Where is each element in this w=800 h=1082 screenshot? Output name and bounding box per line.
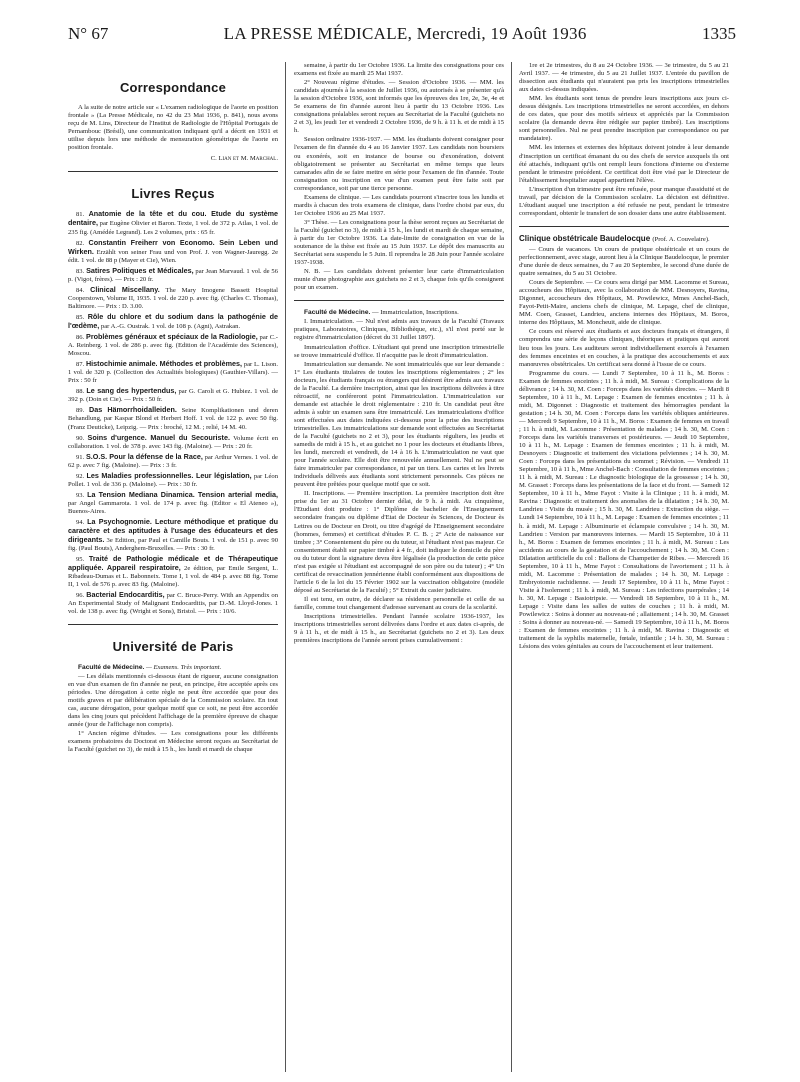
book-details: par Arthur Vernes. 1 vol. de 62 p. avec 7 fig. (Maloine). — Prix : 3 fr. — [68, 453, 278, 469]
book-title: Traité de Pathologie médicale et de Thérapeutique appliquée. Appareil respiratoire, — [68, 554, 278, 573]
book-entry — [68, 406, 278, 431]
article-columns — [68, 62, 740, 1072]
book-number: 85. — [76, 313, 85, 321]
book-entry — [68, 333, 278, 358]
book-title: La Psychognomie. Lecture méthodique et pratique du caractère et des aptitudes à l'usage des éducateurs et des dirigeants. — [68, 516, 278, 545]
book-entry — [68, 387, 278, 404]
book-number: 83. — [76, 267, 85, 275]
book-title: Anatomie de la tête et du cou. Etude du système dentaire, — [68, 209, 278, 228]
clinique-heading — [519, 235, 729, 244]
clinique-professor: (Prof. A. Couvelaire). — [652, 235, 710, 243]
faculte-paragraph: Immatriculation sur demande. Ne sont immatriculés que sur leur demande : 1° Les étudiants titulaires de toutes les inscriptions réglementaires ; 2° les docteurs, les étudiants français ou étrangers qui désirent être admis aux travaux de la Faculté. La dernière inscription, ainsi que les inscriptions délivrées à titre rétroactif, ne conféreront point l'immatriculation. L'immatriculation sur demande est attachée le droit réglementaire : 210 fr. Un candidat peut être admis à subir un examen sans être immatriculé. Les immatriculations d'office sont effectuées aux dates indiquées ci-dessous pour la prise des inscriptions trimestrielles. Les immatriculations sur demande sont effectuées au Secrétariat de la Faculté (guichets no 2 et 3), pour les étudiants réguliers, les jeudis et samedis de midi à 15 h., et au guichet no 1 pour les docteurs et étudiants libres, les lundi, mercredi et vendredi, de 14 à 16 h. L'immatriculation ne vaut que pour l'année scolaire. Elle doit être renouvelée annuellement. Nul ne peut se faire immatriculer par correspondance, ni par un tiers. Les cartes et les livrets individuels délivrés aux étudiants sont strictement personnels. Ces pièces ne peuvent être prêtées pour quelque motif que ce soit. — [294, 360, 504, 489]
book-number: 92. — [76, 472, 85, 480]
book-entry — [68, 286, 278, 311]
faculte-paragraph: Il est tenu, en outre, de déclarer sa résidence personnelle et celle de sa famille, comme tout changement d'adresse survenant au cours de la scolarité. — [294, 595, 504, 611]
column-rule — [285, 62, 286, 1072]
book-details: Seine Komplikationen und deren Behandlung, par Kaspar Blond et Herbert Hoff. 1 vol. de 122 p. avec 50 fig. (Franz Deuticke), Leipzig. — Prix : broché, 12 M. ; relié, 14 M. 40. — [68, 407, 278, 431]
column-rule — [511, 62, 512, 1072]
book-entry — [68, 453, 278, 470]
inscription-paragraph: 1re et 2e trimestres, du 8 au 24 Octobre 1936. — 3e trimestre, du 5 au 21 Avril 1937. — 4e trimestre, du 5 au 21 Juillet 1937. L'entrée du pavillon de dissection aux étudiants qui n'auraient pas pris les inscriptions trimestrielles aux dates ci-dessus indiquées. — [519, 62, 729, 94]
journal-title: LA PRESSE MÉDICALE, Mercredi, 19 Août 1936 — [223, 24, 587, 43]
book-title: Satires Politiques et Médicales, — [86, 265, 194, 275]
column-1 — [68, 62, 278, 1072]
section-divider — [294, 300, 504, 301]
book-details: par A.-G. Oustrak. 1 vol. de 108 p. (Agni), Astrakan. — [100, 322, 241, 330]
book-entry — [68, 591, 278, 616]
universite-paragraph: — Les délais mentionnés ci-dessous étant de rigueur, aucune consignation en vue d'un examen de fin d'année ne peut, en principe, être acceptée après ces périodes. Une dérogation à cette règle ne peut être accordée que pour des motifs graves et par délibération spéciale de la Commission scolaire. En tout cas, aucune dérogation, pour quelque motif que ce soit, ne peut être accordée dans les cinq jours qui précèdent l'affichage de la première épreuve de chaque année (jour de l'affichage non compris). — [68, 672, 278, 728]
faculte-subheading: — Examens. Très important. — [145, 663, 222, 671]
section-title-correspondance: Correspondance — [119, 80, 227, 95]
book-details: par G. Caroli et G. Hubiez. 1 vol. de 392 p. (Doin et Cie). — Prix : 50 fr. — [68, 388, 278, 404]
clinique-paragraph: Ce cours est réservé aux étudiants et aux docteurs français et étrangers, il comprendra une série de leçons cliniques, théoriques et pratiques qui auront lieu tous les jours. Les auditeurs seront individuellement exercés à l'examen des femmes enceintes et en couches, à la pratique des accouchements et aux manœuvres obstétricales. Un certificat sera donné à l'issue de ce cours. — [519, 328, 729, 368]
inscription-paragraph: MM. les internes et externes des hôpitaux doivent joindre à leur demande d'inscription un certificat émanant du ou des chefs de service auxquels ils ont été attachés, indiquant qu'ils ont rempli leurs fonctions d'interne ou d'externe pendant le trimestre précédent. Ce certificat doit être visé par le Directeur de l'établissement hospitalier auquel appartient l'élève. — [519, 144, 729, 184]
issue-number: N° 67 — [68, 24, 109, 43]
book-details: par Angel Gammarota. 1 vol. de 174 p. avec fig. (Editor « El Ateneo »), Buenos-Aires. — [68, 499, 278, 515]
book-number: 84. — [76, 286, 85, 294]
exam-paragraph: N. B. — Les candidats doivent présenter leur carte d'immatriculation munie d'une photographie aux guichets no 2 et 3, chaque fois qu'ils consignent pour un examen. — [294, 268, 504, 292]
book-entry — [68, 518, 278, 553]
book-title: Le sang des hypertendus, — [86, 386, 177, 396]
book-entry — [68, 434, 278, 451]
book-entry — [68, 491, 278, 516]
section-divider — [68, 624, 278, 625]
book-number: 90. — [76, 434, 85, 442]
book-title: Bacterial Endocarditis, — [86, 590, 165, 600]
book-title: S.O.S. Pour la défense de la Race, — [86, 451, 203, 461]
book-entry — [68, 360, 278, 385]
book-number: 94. — [76, 518, 85, 526]
book-details: par C. Bruce-Perry. With an Appendix on An Experimental Study of Malignant Endocarditis, par D.-M. Lloyd-Jones. 1 vol. de 138 p. avec fig. (Wright et Sons), Bristol. — Prix : 10/6. — [68, 592, 278, 616]
exam-paragraph: 3° Thèse. — Les consignations pour la thèse seront reçues au Secrétariat de la Faculté (guichet no 3), de midi à 15 h., les lundi et mardi de chaque semaine, à partir du 1er Octobre 1936. La date-limite de consignation en vue de la soutenance de la thèse est fixée au 15 Juin 1937. Le dépôt des manuscrits au Secrétariat sera suspendu le 5 Juin. Il reprendra le 28 Juin pour l'année scolaire 1937-1938. — [294, 218, 504, 267]
book-entry — [68, 555, 278, 589]
book-title: Problèmes généraux et spéciaux de la Radiologie, — [86, 332, 258, 342]
section-divider — [519, 226, 729, 227]
book-details: par Eugène Olivier et Baron. Texte, 1 vol. de 372 p. Atlas, 1 vol. de 235 fig. (Amédée Legrand). Les 2 volumes, prix : 65 fr. — [68, 220, 278, 236]
clinique-paragraph: Programme du cours. — Lundi 7 Septembre, 10 à 11 h., M. Boros : Examen de femmes enceintes ; 11 h. à midi, M. Sureau : Complications de la délivrance ; 14 h. 30, M. Coen : Forceps dans les variétés directes. — Mardi 8 Septembre, 10 à 11 h., M. Lepage : Examen de femmes enceintes ; 11 h. à midi, M. Digonnet : Diagnostic et traitement des hémorragies pendant la gestation ; 14 h. 30, M. Coen : Forceps dans les variétés obliques antérieures. — Mercredi 9 Septembre, 10 à 11 h., M. Boros : Examen de femmes en travail ; 11 h. à midi, M. Lacomme : Présentation de malades ; 14 h. 30, M. Coen : Forceps dans les variétés transverses et postérieures. — Jeudi 10 Septembre, 10 à 11 h., M. Lepage : Examen de femmes enceintes ; 11 h. à midi, M. Desnoyers : Diagnostic et traitement des viciations pelviennes ; 14 h. 30, M. Coen : Forceps dans les présentations du sommet ; Révision. — Vendredi 11 Septembre, 10 à 11 h., Mme Anchel-Bach : Consultation de femmes enceintes ; 11 h. à midi, M. Sureau : Le diagnostic biologique de la grossesse ; 14 h. 30, M. Grasset : Forceps dans les présentations de la face et du front. — Samedi 12 Septembre, 10 à 11 h., Mme Fayot : Visite à la Clinique ; 11 h. à midi, M. Ravina : Diagnostic et traitement des anomalies de la dilatation ; 14 h. 30, M. Landrieu : Visite du musée ; 15 h. 30, M. Landrieu : Extraction du siège. — Lundi 14 Septembre, 10 à 11 h., M. Lepage : Examen de femmes enceintes ; 11 h. à midi, M. Lepage : Albuminurie et éclampsie convulsive ; 14 h. 30, M. Landrieu : Version par manœuvres internes. — Mardi 15 Septembre, 10 à 11 h., M. Boros : Examen de femmes enceintes ; 11 h. à midi, M. Sureau : Les accidents au cours de la gestation et de l'accouchement ; 14 h. 30, M. Coen : Dilatation artificielle du col : Ballons de Champetier de Ribes. — Mercredi 16 Septembre, 10 à 11 h., Mme Fayot : Consultations de l'avortement ; 11 h. à midi, M. Lacomme : Présentation de malades ; 14 h. 30, M. Lepage : Embryotomie rachidienne. — Jeudi 17 Septembre, 10 à 11 h., Mme Fayot : Visite à l'isolement ; 11 h. à midi, M. Sureau : Les infections puerpérales ; 14 h. 30, M. Lepage : Basiotripsie. — Vendredi 18 Septembre, 10 à 11 h., M. Lepage : Visite dans les salles de suites de couches ; 11 h. à midi, M. Powilewicz : Soins à donner au nouveau-né ; allaitement ; 14 h. 30, M. Grasset : Soins à donner au nouveau-né. — Samedi 19 Septembre, 10 à 11 h., M. Boros : Examen de femmes enceintes ; 11 h. à midi, M. Ravina : Diagnostic et traitement de la syphilis maternelle, fœtale, infantile ; 14 h. 30, M. Sureau : Lésions des voies génitales au cours de l'accouchement et leur traitement. — [519, 369, 729, 651]
book-details: Erzählt von seiner Frau und von Prof. J. von Wagner-Jauregg. 2e édit. 1 vol. de 88 p (Mayer et Cie), Wien. — [68, 248, 278, 264]
faculte-intro — [294, 309, 504, 317]
book-number: 88. — [76, 388, 85, 396]
inscription-paragraph: MM. les étudiants sont tenus de prendre leurs inscriptions aux jours ci-dessus désignés. Les inscriptions trimestrielles ne seront accordées, en dehors de ces dates, que pour des motifs sérieux et appréciés par la Commission scolaire (la demande devra être rédigée sur papier timbré). Les inscriptions sont personnelles. Nul ne peut prendre inscription par correspondance ou par mandataire). — [519, 95, 729, 143]
book-title: Les Maladies professionnelles. Leur législation, — [86, 470, 252, 480]
book-entry — [68, 472, 278, 489]
book-details: 3e Edition, par Paul et Camille Bouts. 1 vol. de 151 p. avec 90 fig. (Paul Bouts), Anderghem-Bruxelles. — Prix : 30 fr. — [68, 537, 278, 553]
book-details: par Léon Pollet. 1 vol. de 336 p. (Maloine). — Prix : 30 fr. — [68, 472, 278, 488]
book-details: The Mary Imogene Bassett Hospital Cooperstown, Volume II, 1935. 1 vol. de 220 p. avec fig. (Charles C. Thomas), Baltimore. — Prix : D. 3.00. — [68, 286, 278, 310]
book-number: 82. — [76, 239, 85, 247]
book-number: 93. — [76, 491, 85, 499]
book-number: 81. — [76, 211, 85, 219]
book-number: 86. — [76, 334, 85, 342]
book-entry — [68, 210, 278, 236]
column-3 — [519, 62, 729, 1072]
page-number: 1335 — [702, 24, 736, 43]
book-number: 95. — [76, 556, 85, 564]
book-title: Histochimie animale. Méthodes et problèmes, — [85, 359, 243, 369]
book-number: 87. — [76, 361, 85, 369]
book-details: Volume écrit en collaboration. 1 vol. de 378 p. avec 143 fig. (Maloine). — Prix : 20 fr. — [68, 434, 278, 450]
book-entry — [68, 267, 278, 284]
section-title-livres: Livres Reçus — [131, 186, 215, 202]
correspondance-text: A la suite de notre article sur « L'examen radiologique de l'aorte en position frontale » (La Presse Médicale, no 42 du 23 Mai 1936, p. 841), nous avons reçu de M. Lins, Directeur de l'Institut de Radiologie de l'Hôpital Portugais de Pernambouc (Brésil), une communication indiquant qu'il a décrit en 1931 et utilise depuis lors une méthode de mensuration géométrique de l'aorte en position frontale. — [68, 104, 278, 152]
correspondance-signature: C. Lian et M. Marchal. — [210, 155, 278, 163]
book-number: 96. — [76, 592, 85, 600]
clinique-title: Clinique obstétricale Baudelocque — [519, 233, 651, 243]
section-title-universite: Université de Paris — [112, 639, 234, 655]
faculte-subheading: — Immatriculation, Inscriptions. — [371, 309, 459, 317]
exam-paragraph: Examens de clinique. — Les candidats pourront s'inscrire tous les lundis et mardis à chacun des trois examens de clinique, dans l'ordre choisi par eux, du 1er Octobre 1936 au 25 Mai 1937. — [294, 193, 504, 217]
book-title: Soins d'urgence. Manuel du Secouriste. — [87, 432, 230, 442]
universite-paragraph: 1° Ancien régime d'études. — Les consignations pour les différents examens probatoires du Doctorat en Médecine seront reçues au Secrétariat de la Faculté (guichet no 3), de midi à 15 h., les lundi et mardi de chaque — [68, 729, 278, 753]
book-title: Rôle du chlore et du sodium dans la pathogénie de l'œdème, — [68, 311, 278, 330]
book-number: 91. — [76, 453, 85, 461]
faculte-paragraph: Inscriptions trimestrielles. Pendant l'année scolaire 1936-1937, les inscriptions trimestrielles seront délivrées dans l'ordre et aux dates ci-après, de 9 à 11 h., et de midi à 15 h., au Secrétariat (guichets no 2 et 3). Les deux premières inscriptions de l'année seront prises cumulativement : — [294, 613, 504, 645]
book-title: La Tension Mediana Dinamica. Tension arterial media, — [87, 489, 278, 499]
faculte-heading: Faculté de Médecine. — [78, 663, 145, 671]
book-entry — [68, 313, 278, 331]
book-title: Clinical Miscellany. — [90, 284, 160, 294]
faculte-paragraph: I. Immatriculation. — Nul n'est admis aux travaux de la Faculté (Travaux pratiques, Laboratoires, Cliniques, Bibliothèque, etc.), s'il n'est porté sur le registre d'immatriculation (décret du 31 Juillet 1897). — [294, 318, 504, 342]
clinique-paragraph: — Cours de vacances. Un cours de pratique obstétricale et un cours de perfectionnement, avec stage, auront lieu à la Clinique Baudelocque, le premier d'une durée de deux semaines, du 7 au 20 Septembre, le second d'une durée de quatre semaines, du 5 au 31 Octobre. — [519, 245, 729, 278]
exam-paragraph: semaine, à partir du 1er Octobre 1936. La limite des consignations pour ces examens est fixée au mardi 25 Mai 1937. — [294, 62, 504, 78]
clinique-paragraph: Cours de Septembre. — Ce cours sera dirigé par MM. Lacomme et Sureau, accoucheurs des Hôpitaux, avec la collaboration de MM. Desnoyers, Ravina, Digonnet, accoucheurs des Hôpitaux, M. Powilewicz, Mmes Anchel-Bach, Fayot-Petit-Maire, anciens chefs de clinique, M. Lepage, chef de clinique, MM. Coen, Grasset, Landrieu, anciens internes des Hôpitaux, M. Boros, interne des Hôpitaux, M. Moncheuit, aide de clinique. — [519, 279, 729, 327]
book-details: par L. Lison. 1 vol. de 320 p. (Collection des Actualités biologiques) (Gauthier-Villars). — Prix : 50 fr — [68, 361, 278, 385]
book-entry — [68, 239, 278, 265]
masthead — [68, 20, 736, 48]
book-title: Constantin Freiherr von Economo. Sein Leben und Wirken. — [68, 237, 278, 256]
book-details: par C.-A. Reinberg. 1 vol. de 286 p. avec fig. (Edition de l'Académie des Sciences), Moscou. — [68, 334, 278, 358]
faculte-paragraph: II. Inscriptions. — Première inscription. La première inscription doit être prise du 1er au 31 Octobre dernier délai, de 9 h. à midi. Au cinquième, l'Etudiant doit produire : 1° Diplôme de bachelier de l'Enseignement secondaire français ou diplôme d'Etat de Docteur ès Sciences, de Docteur ès Lettres ou de Docteur en Droit, ou titre d'agrégé de l'Enseignement secondaire (hommes, femmes) et certificat d'études P. C. B. ; 2° Acte de naissance sur timbre ; 3° Consentement du père ou du tuteur, si l'étudiant n'est pas majeur. Ce consentement établi sur papier timbré à 4 fr., doit indiquer le domicile du père ou du tuteur dont la signature devra être légalisée (la production de cette pièce n'est pas exigée si l'étudiant est accompagné de son père ou du tuteur) ; 4° Un certificat de revaccination jennérienne établi conformément aux dispositions de l'article 6 de la loi du 15 Février 1902 sur la vaccination obligatoire (modèle déposé au Secrétariat de la Faculté) ; 5° Extrait du casier judiciaire. — [294, 490, 504, 594]
book-number: 89. — [76, 407, 85, 415]
exam-paragraph: 2° Nouveau régime d'études. — Session d'Octobre 1936. — MM. les candidats ajournés à la session de Juillet 1936, ou autorisés à se présenter qu'à la session d'Octobre 1936, sont informés que les épreuves des 1re, 2e, 3e, 4e et 5e examens de fin d'année auront lieu à partir du 13 Octobre 1936. Les consignations préalables seront reçues au Secrétariat de la Faculté (guichets no 2 et 3), les jeudi 1er et vendredi 2 Octobre 1936, de 9 h. à 11 h. et de midi à 15 h. — [294, 79, 504, 135]
inscription-paragraph: L'inscription d'un trimestre peut être refusée, pour manque d'assiduité et de travail, par décision de la Commission scolaire. La décision est définitive. L'étudiant auquel une inscription a été refusée ne peut, pendant le trimestre correspondant, obtenir le transfert de son dossier dans une autre établissement. — [519, 185, 729, 217]
exam-paragraph: Session ordinaire 1936-1937. — MM. les étudiants doivent consigner pour l'examen de fin d'année du 4 au 16 Janvier 1937. Les candidats non boursiers ou exonérés, soit en instance de bourse ou d'exonération, doivent obligatoirement se présenter au Secrétariat en même temps que leurs camarades afin de se faire mettre en série pour l'examen de fin d'année. Toute consignation ou inscription en vue d'un examen peut être faite soit par correspondance, soit par une tierce personne. — [294, 136, 504, 192]
faculte-heading: Faculté de Médecine. — [304, 309, 371, 317]
book-title: Das Hämorrhoidalleiden. — [89, 405, 177, 415]
section-divider — [68, 171, 278, 172]
universite-intro — [68, 664, 278, 672]
books-list — [68, 210, 278, 616]
column-2 — [294, 62, 504, 1072]
book-details: par Jean Marvaud. 1 vol. de 56 p. (Vigot, frères). — Prix : 20 fr. — [68, 267, 278, 283]
faculte-paragraph: Immatriculation d'office. L'étudiant qui prend une inscription trimestrielle se trouve immatriculé d'office. Il n'acquitte pas le droit d'immatriculation. — [294, 343, 504, 359]
book-details: 2e édition, par Emile Sergent, L. Ribadeau-Dumas et L. Babonneix. Tome I, 1 vol. de 484 p. avec 88 fig. Tome II, 1 vol. de 576 p. avec 83 fig. (Maloine). — [68, 565, 278, 589]
